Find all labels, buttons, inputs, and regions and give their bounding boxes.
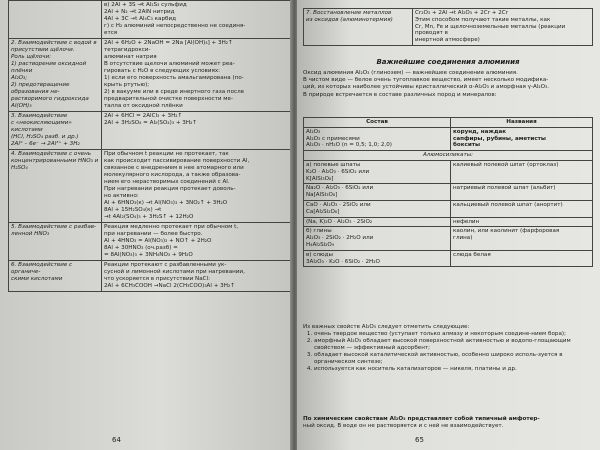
aluminothermy-label: 7. Восстановление металлов из оксидов (алюминотермия) xyxy=(304,9,413,46)
reaction-detail-line: 2Al + 3H₂SO₄ = Al₂(SO₄)₃ + 3H₂↑ xyxy=(104,120,197,126)
mineral-name-line: глина) xyxy=(453,235,473,242)
column-header-names: Названия xyxy=(451,118,593,128)
reaction-detail-line: как происходит пассивирование поверхности Al, xyxy=(104,158,250,164)
mineral-formula-cell xyxy=(304,227,451,250)
reaction-type-line: присутствии щёлочи. xyxy=(11,47,75,53)
property-item: 2. аморфный Al₂O₃ обладает высокой поверхностной активностью и водопо-глощающим свойством — эффективный адсорбент; xyxy=(314,338,593,352)
reaction-detail-line: г) с H₂ алюминий непосредственно не соединя- xyxy=(104,23,246,29)
reaction-detail-line: 2) в вакууме или в среде инертного газа после xyxy=(104,89,245,95)
mineral-formula-line: K[AlSi₃O₈] xyxy=(306,175,334,182)
reaction-detail-line: 8Al + 30HNO₃ (оч.разб) = xyxy=(104,245,178,251)
reaction-detail-line: →t 4Al₂(SO₄)₃ + 3H₂S↑ + 12H₂O xyxy=(104,214,194,220)
reaction-type-line: ленной HNO₃ xyxy=(11,231,50,237)
closing-paragraph: По химическим свойствам Al₂O₃ представляет собой типичный амфотер- ный оксид. В воде он не растворяется и с ней не взаимодействует. xyxy=(303,416,540,430)
reaction-type-line: 2Al° – 6e⁻ → 2Al³⁺ + 3H₂ xyxy=(11,141,80,147)
reaction-detail-line: В отсутствие щелочи алюминий может реа- xyxy=(104,61,235,67)
column-header-composition: Состав xyxy=(304,118,451,128)
reactions-table-right xyxy=(303,8,593,46)
right-page xyxy=(297,0,600,450)
reaction-type-line: 6. Взаимодействие с органиче- xyxy=(11,262,73,275)
reaction-type-line: с «неокисляющими» кислотами xyxy=(11,120,72,133)
page-number-right: 65 xyxy=(415,436,424,444)
properties-intro: Из важных свойств Al₂O₃ следует отметить следующие: xyxy=(303,324,470,330)
mineral-formula-line: в) слюды xyxy=(306,251,333,258)
reaction-type-line: Al₂O₃; xyxy=(11,75,28,81)
reaction-detail-line: 1) если его поверхность амальгамирована (по- xyxy=(104,75,244,81)
mineral-formula-cell xyxy=(304,160,451,183)
mineral-name-cell xyxy=(451,227,593,250)
mineral-formula-line: а) полевые шпаты xyxy=(306,161,361,168)
reaction-detail-line: При обычном t реакции не протекает, так xyxy=(104,151,229,157)
reaction-detail-line: 2Al + N₂ →t 2AlN нитрид xyxy=(104,9,175,15)
reaction-detail-line: Реакция медленно протекает при обычном t, xyxy=(104,224,239,230)
reaction-type-line: H₂SO₄ xyxy=(11,165,28,171)
reaction-detail-line: ется xyxy=(104,30,118,36)
mineral-name-cell xyxy=(451,160,593,183)
reaction-detail-line: При нагревании реакция протекает доволь- xyxy=(104,186,236,192)
mineral-formula-line: Al₂O₃ · 2SiO₂ · 2H₂O или xyxy=(306,235,374,242)
mineral-formula-cell xyxy=(304,200,451,217)
reaction-type-cell xyxy=(9,39,102,112)
reaction-type-line: 3. Взаимодействие xyxy=(11,113,68,119)
mineral-name-line: натриевый полевой шпат (альбит) xyxy=(453,185,556,192)
mineral-name-line: корунд, наждак xyxy=(453,128,507,135)
reaction-detail-line: алюминат натрия xyxy=(104,54,157,60)
reaction-type-line: концентрированными HNO₃ и xyxy=(11,158,99,164)
mineral-name-cell xyxy=(451,217,593,227)
mineral-row xyxy=(304,227,593,250)
reaction-detail-line: нием его нерастворимых соединений с Al. xyxy=(104,179,230,185)
mineral-name-line: кальциевый полевой шпат (анортит) xyxy=(453,201,563,208)
reaction-detail-line: Al + 6HNO₃(к) →t Al(NO₃)₃ + 3NO₂↑ + 3H₂O xyxy=(104,200,228,206)
reaction-detail-cell xyxy=(102,261,291,292)
reaction-row xyxy=(9,150,291,223)
reaction-type-line: Роль щёлочи: xyxy=(11,54,51,60)
reaction-type-cell xyxy=(9,261,102,292)
mineral-formula-cell xyxy=(304,250,451,267)
reaction-type-line: растворимого гидроксида Al(OH)₃ xyxy=(11,96,89,109)
reaction-detail-cell xyxy=(102,112,291,150)
properties-list xyxy=(303,331,593,373)
mineral-formula-cell xyxy=(304,217,451,227)
subheader-cell: Алюмосиликаты: xyxy=(304,151,593,161)
page-number-left: 64 xyxy=(112,436,121,444)
reaction-detail-line: = 8Al(NO₃)₃ + 3NH₄NO₃ + 9H₂O xyxy=(104,252,193,258)
mineral-row xyxy=(304,250,593,267)
reaction-row xyxy=(9,223,291,261)
reaction-detail-line: сусной и лимонной кислотами при нагревании, xyxy=(104,269,245,275)
reaction-type-line: 2. Взаимодействие с водой в xyxy=(11,40,97,46)
reaction-detail-line: в) 2Al + 3S →t Al₂S₃ сульфид xyxy=(104,2,187,8)
properties-block xyxy=(303,324,593,373)
mineral-name-cell xyxy=(451,250,593,267)
reaction-detail-cell xyxy=(102,1,291,39)
reactions-table-left xyxy=(8,0,291,292)
reaction-detail-line: 2Al + 6HCl = 2AlCl₃ + 3H₂↑ xyxy=(104,113,183,119)
mineral-name-line: нефелин xyxy=(453,218,480,225)
mineral-row xyxy=(304,160,593,183)
mineral-formula-line: CaO · Al₂O₃ · 2SiO₂ или xyxy=(306,201,371,208)
reaction-detail-line: 2Al + 6H₂O + 2NaOH = 2Na [Al(OH)₄] + 3H₂↑ xyxy=(104,40,233,46)
aluminothermy-description: Cr₂O₃ + 2Al →t Al₂O₃ + 2Cr + 2Cr Этим способом получают такие металлы, как Cr, Mn, Fe и щелочноземельные металлы (реакции проводят в инертной атмосфере) xyxy=(413,9,593,46)
reaction-type-line: 5. Взаимодействие с разбав- xyxy=(11,224,97,230)
mineral-row xyxy=(304,217,593,227)
mineral-name-line: сапфиры, рубины, аметисты xyxy=(453,135,546,142)
mineral-name-line: бокситы xyxy=(453,142,481,149)
mineral-row xyxy=(304,184,593,201)
mineral-formula-cell xyxy=(304,184,451,201)
reaction-detail-line: но активно: xyxy=(104,193,139,199)
reaction-detail-line: гировать с H₂O в следующих условиях: xyxy=(104,68,221,74)
reaction-row xyxy=(9,39,291,112)
reaction-type-line: скими кислотами xyxy=(11,276,63,282)
reaction-type-cell xyxy=(9,1,102,39)
mineral-row xyxy=(304,127,593,150)
section-title: Важнейшие соединения алюминия xyxy=(376,58,520,66)
reaction-type-cell xyxy=(9,223,102,261)
reaction-type-line: (HCl, H₂SO₄ разб. и др.) xyxy=(11,134,79,140)
reaction-detail-line: что ускоряется в присутствии NaCl: xyxy=(104,276,210,282)
reaction-detail-line: связанное с внедрением в нее атомарного или xyxy=(104,165,244,171)
mineral-formula-line: б) глины xyxy=(306,228,332,235)
reaction-detail-cell xyxy=(102,39,291,112)
reaction-type-line: 1) растворение оксидной плёнки xyxy=(11,61,87,74)
reaction-detail-cell xyxy=(102,150,291,223)
mineral-formula-line: H₄Al₂Si₂O₉ xyxy=(306,241,335,248)
mineral-formula-line: Ca[Al₂Si₂O₈] xyxy=(306,208,340,215)
mineral-name-cell xyxy=(451,127,593,150)
reaction-detail-cell xyxy=(102,223,291,261)
mineral-formula-line: 3Al₂O₃ · K₂O · 6SiO₂ · 2H₂O xyxy=(306,258,380,265)
reaction-detail-line: талла от оксидной плёнки xyxy=(104,103,183,109)
mineral-name-cell xyxy=(451,200,593,217)
oxide-intro-paragraph: Оксид алюминия Al₂O₃ (глинозем) — важнейшее соединение алюминия. В чистом виде — белое очень тугоплавкое вещество, имеет несколько модифика- ций, из которых наиболее устойчивы кристаллический α-Al₂O₃ и аморфная γ-Al₂O₃. В природе встречается в составе различных пород и минералов: xyxy=(303,70,550,98)
mineral-name-cell xyxy=(451,184,593,201)
reaction-detail-line: Реакции протекают с разбавленными ук- xyxy=(104,262,227,268)
reaction-detail-line: 4Al + 3C →t Al₄C₃ карбид xyxy=(104,16,176,22)
reaction-detail-line: 8Al + 15H₂SO₄(к) →t xyxy=(104,207,162,213)
left-page xyxy=(0,0,292,450)
minerals-table xyxy=(303,117,593,267)
mineral-formula-line: Al₂O₃ с примесями xyxy=(306,135,360,142)
mineral-name-line: каолин, или каолинит (фарфоровая xyxy=(453,228,560,235)
reaction-detail-line: предварительной очистке поверхности ме- xyxy=(104,96,233,102)
reaction-detail-line: 2Al + 6CH₃COOH →NaCl 2(CH₃COO)₃Al + 3H₂↑ xyxy=(104,283,235,289)
mineral-formula-line: Na[AlSi₃O₈] xyxy=(306,192,338,199)
reaction-row xyxy=(9,261,291,292)
subheader-row xyxy=(304,151,593,161)
mineral-name-line: слюда белая xyxy=(453,251,491,258)
mineral-formula-line: Na₂O · Al₂O₃ · 6SiO₂ или xyxy=(306,185,374,192)
mineral-formula-cell xyxy=(304,127,451,150)
reaction-type-line: 2) предотвращение образования не- xyxy=(11,82,70,95)
reaction-type-cell xyxy=(9,150,102,223)
reaction-type-line: 4. Взаимодействие с очень xyxy=(11,151,92,157)
reaction-detail-line: тетрагидрокси- xyxy=(104,47,151,53)
property-item: 4. используется как носитель катализаторов — никеля, платины и др. xyxy=(314,366,593,373)
property-item: 3. обладает высокой каталитической активностью, особенно широко исполь-зуется в органическом синтезе; xyxy=(314,352,593,366)
reaction-type-cell xyxy=(9,112,102,150)
mineral-formula-line: (Na, K)₂O · Al₂O₃ · 2SiO₂ xyxy=(306,218,373,225)
reaction-detail-line: Al + 4HNO₃ = Al(NO₃)₃ + NO↑ + 2H₂O xyxy=(104,238,212,244)
mineral-name-line: калиевый полевой шпат (ортоклаз) xyxy=(453,161,559,168)
reaction-row xyxy=(9,1,291,39)
reaction-detail-line: молекулярного кислорода, а также образова- xyxy=(104,172,241,178)
mineral-row xyxy=(304,200,593,217)
mineral-formula-line: Al₂O₃ xyxy=(306,128,321,135)
mineral-formula-line: K₂O · Al₂O₃ · 6SiO₂ или xyxy=(306,168,370,175)
reaction-detail-line: при нагревании — более быстро. xyxy=(104,231,203,237)
reaction-row xyxy=(9,112,291,150)
reaction-detail-line: крыть ртутью); xyxy=(104,82,150,88)
property-item: 1. очень твердое вещество (уступает только алмазу и некоторым соедине-нием бора); xyxy=(314,331,593,338)
mineral-formula-line: Al₂O₃ · nH₂O (n = 0,5; 1,0; 2,0) xyxy=(306,142,392,149)
